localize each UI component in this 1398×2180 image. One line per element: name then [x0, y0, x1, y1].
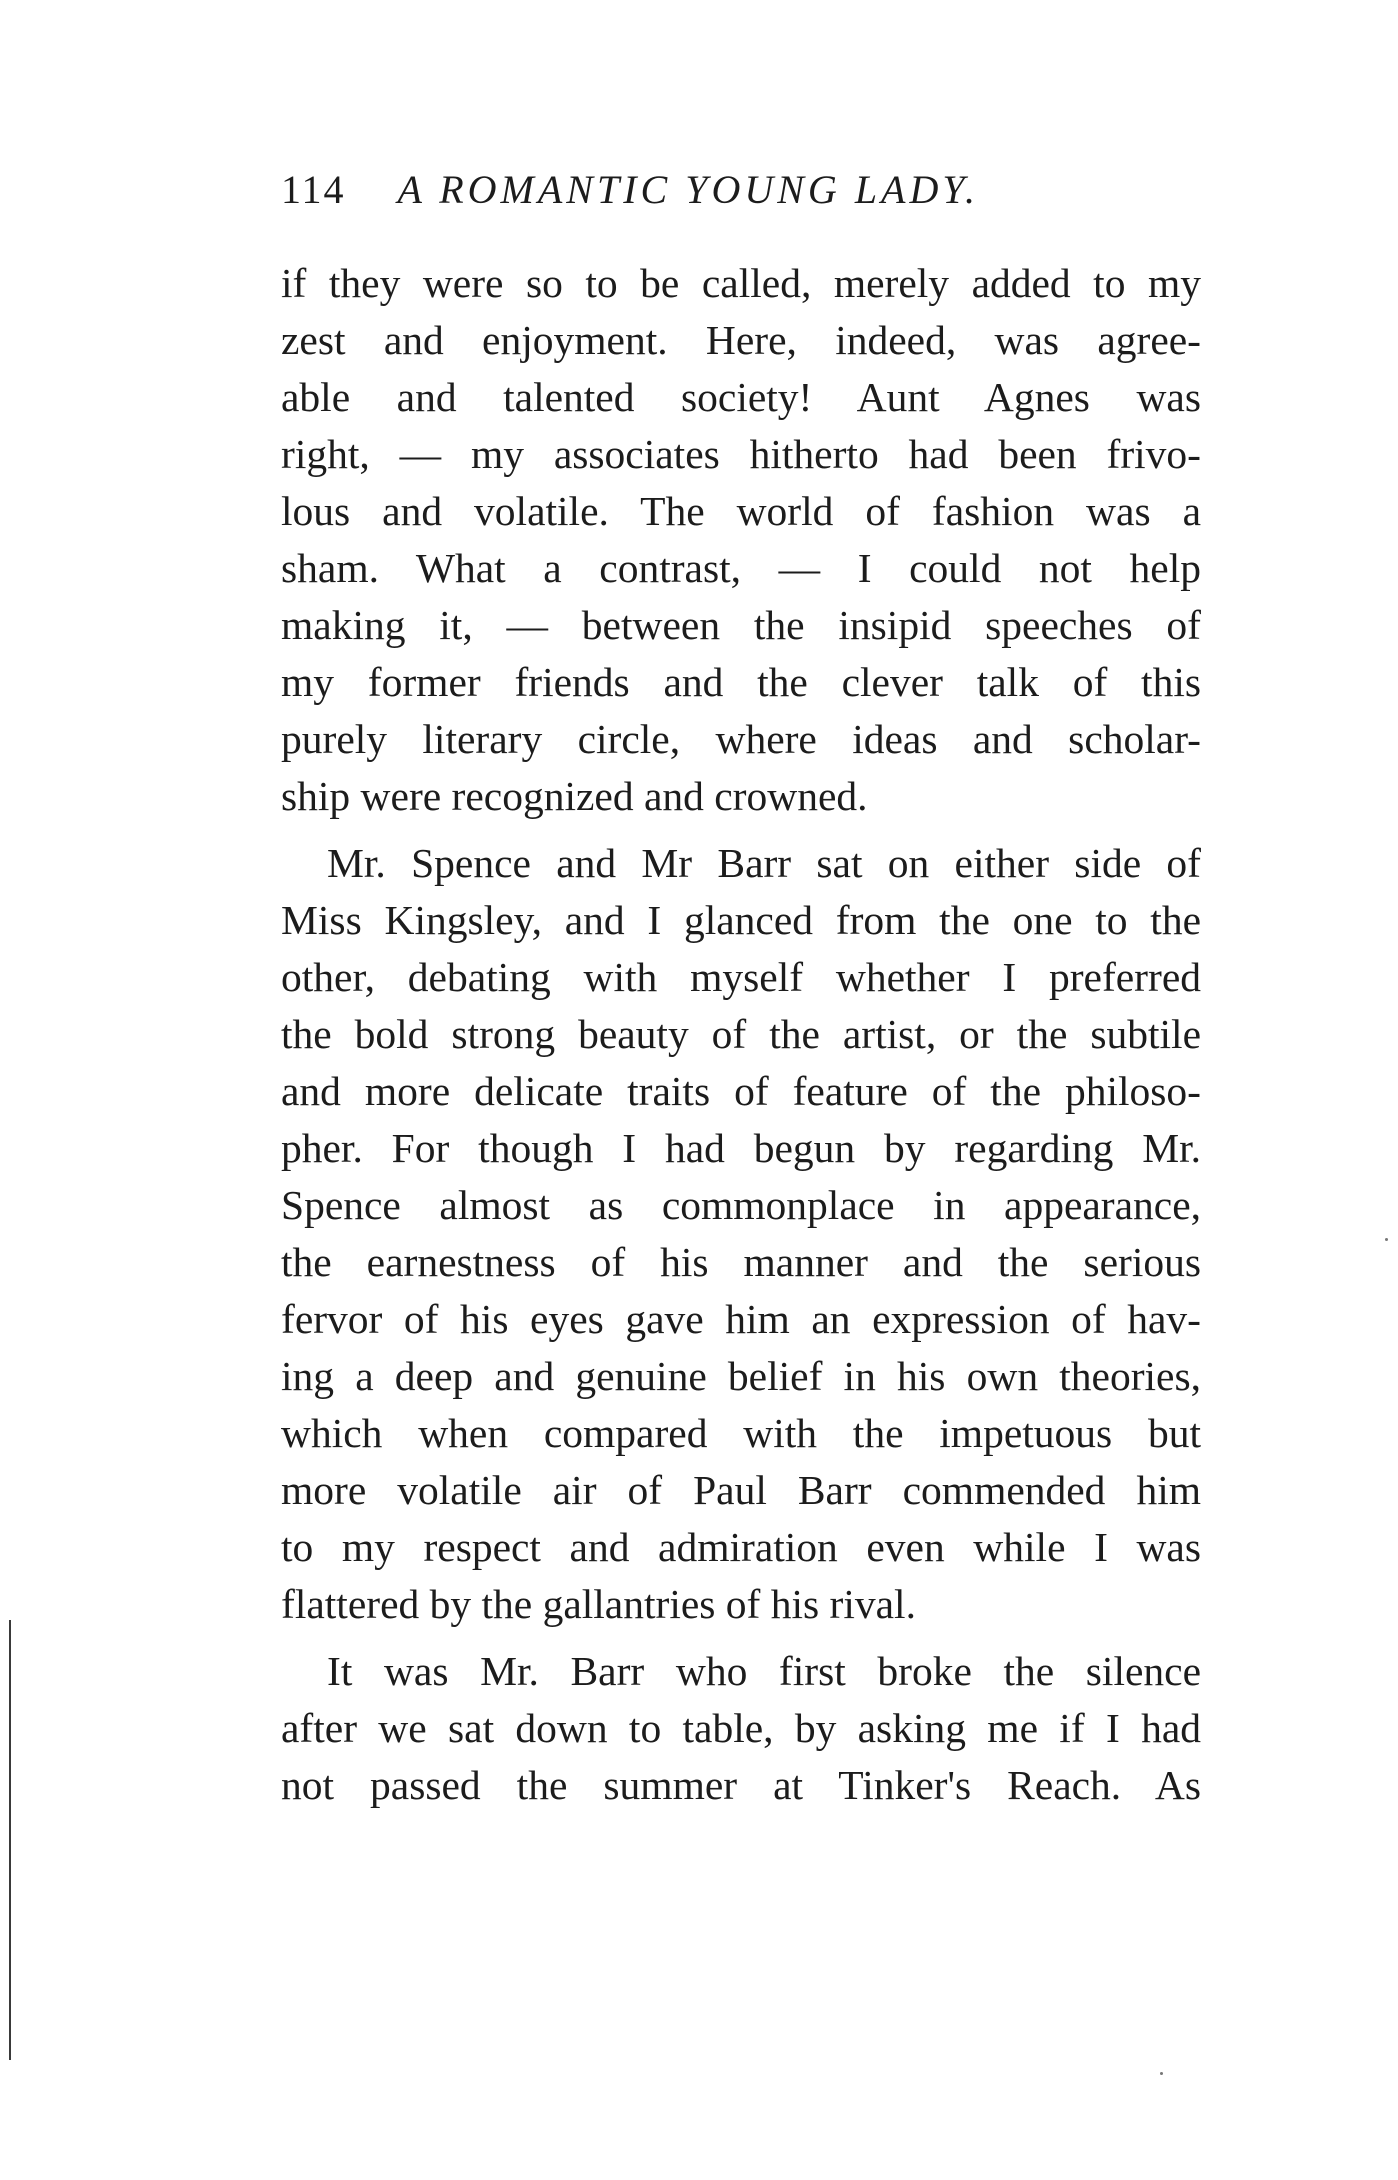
text-line: able and talented society! Aunt Agnes was [281, 374, 1201, 420]
text-line: Spence almost as commonplace in appearance, [281, 1182, 1201, 1228]
text-line: purely literary circle, where ideas and scholar- [281, 716, 1201, 762]
text-line: to my respect and admiration even while I was [281, 1524, 1201, 1570]
text-line: pher. For though I had begun by regarding Mr. [281, 1125, 1201, 1171]
paragraph [281, 255, 1201, 825]
text-line: sham. What a contrast, — I could not help [281, 545, 1201, 591]
scan-edge-line [9, 1620, 11, 2060]
text-line: and more delicate traits of feature of the philoso- [281, 1068, 1201, 1114]
text-line: ship were recognized and crowned. [281, 773, 868, 819]
body-text [281, 255, 1201, 1814]
page-header [281, 160, 1101, 220]
text-line: Mr. Spence and Mr Barr sat on either side of [327, 840, 1201, 886]
page-number: 114 [281, 167, 346, 212]
text-line: ing a deep and genuine belief in his own theories, [281, 1353, 1201, 1399]
text-line: making it, — between the insipid speeches of [281, 602, 1201, 648]
text-line: fervor of his eyes gave him an expression of hav- [281, 1296, 1201, 1342]
text-line: not passed the summer at Tinker's Reach. As [281, 1762, 1201, 1808]
text-line: the bold strong beauty of the artist, or the subtile [281, 1011, 1201, 1057]
text-line: zest and enjoyment. Here, indeed, was agree- [281, 317, 1201, 363]
paragraph [281, 835, 1201, 1633]
text-line: lous and volatile. The world of fashion was a [281, 488, 1201, 534]
text-line: my former friends and the clever talk of this [281, 659, 1201, 705]
scan-speck [1385, 1238, 1388, 1241]
text-line: which when compared with the impetuous but [281, 1410, 1201, 1456]
text-line: Miss Kingsley, and I glanced from the one to the [281, 897, 1201, 943]
scan-speck [1160, 2072, 1163, 2075]
paragraph [281, 1643, 1201, 1814]
text-line: more volatile air of Paul Barr commended him [281, 1467, 1201, 1513]
text-line: the earnestness of his manner and the serious [281, 1239, 1201, 1285]
running-title: A ROMANTIC YOUNG LADY. [397, 167, 979, 212]
text-line: It was Mr. Barr who first broke the silence [327, 1648, 1201, 1694]
text-line: if they were so to be called, merely added to my [281, 260, 1201, 306]
text-line: right, — my associates hitherto had been frivo- [281, 431, 1201, 477]
text-line: flattered by the gallantries of his rival. [281, 1581, 916, 1627]
text-line: after we sat down to table, by asking me if I had [281, 1705, 1201, 1751]
text-line: other, debating with myself whether I preferred [281, 954, 1201, 1000]
